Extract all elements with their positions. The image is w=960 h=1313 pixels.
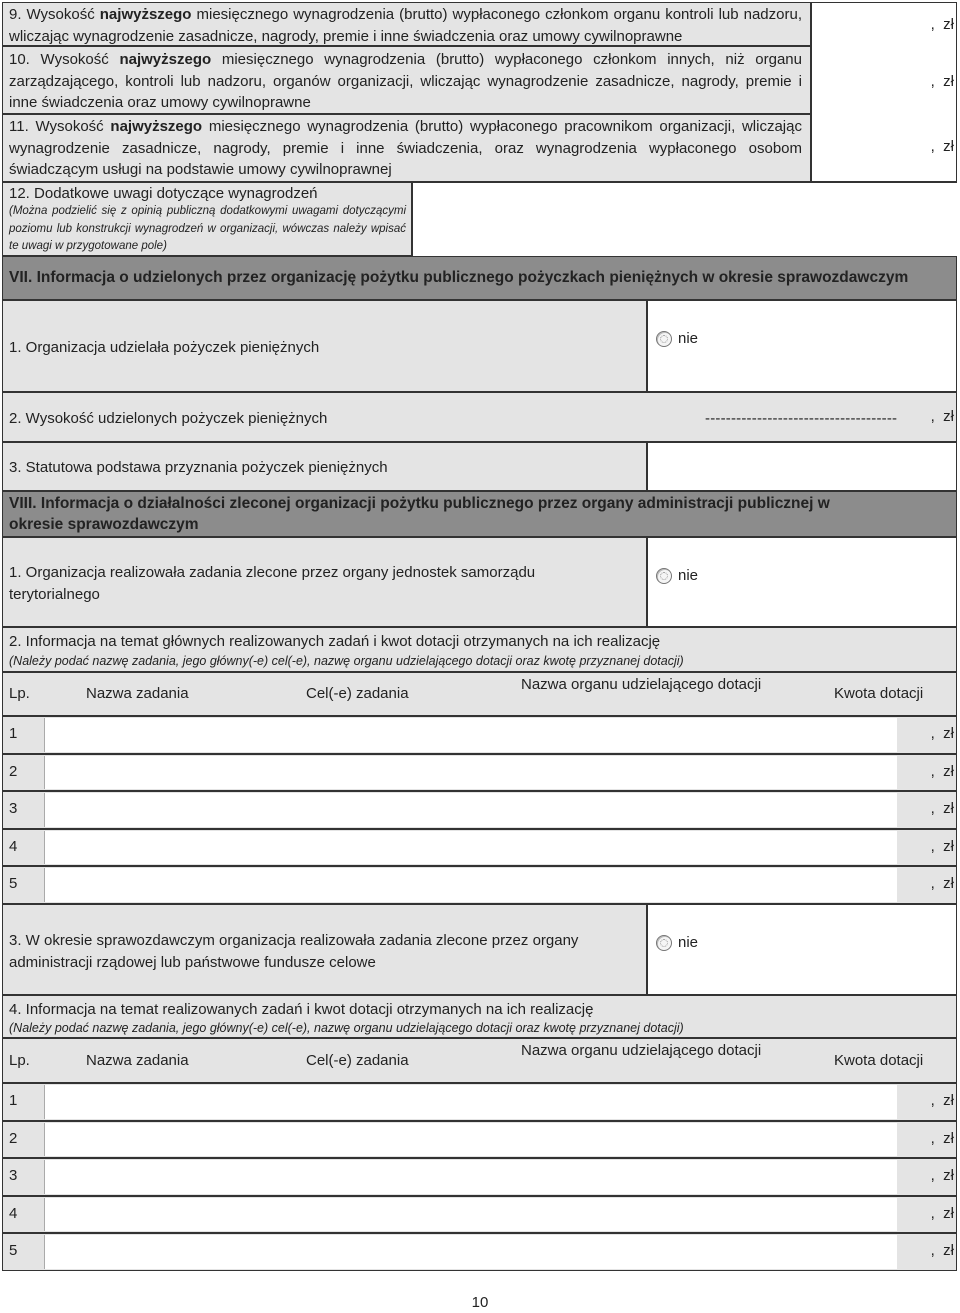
item-9-text: 9. Wysokość najwyższego miesięcznego wynagrodzenia (brutto) wypłaconego członkom organu kontroli lub nadzoru, wliczając wynagrodzenie zasadnicze, nagrody, premie i inne świadczenia oraz umowy cywilnoprawne: [9, 6, 802, 45]
section-7-q1-text: 1. Organizacja udzielała pożyczek pieniężnych: [9, 339, 320, 356]
section-7-q2-text: 2. Wysokość udzielonych pożyczek pieniężnych: [9, 410, 328, 427]
row-lp: 3: [9, 800, 18, 817]
table-1-row-1-amount: , zł: [930, 725, 954, 742]
table-1-row-4-amount: , zł: [930, 837, 954, 855]
row-lp: 2: [9, 1129, 18, 1147]
section-7-q1-radio[interactable]: [656, 330, 698, 347]
table-2-row-1-amount: , zł: [930, 1092, 954, 1109]
table-1-header-name: Nazwa zadania: [86, 685, 189, 702]
item-12-title: 12. Dodatkowe uwagi dotyczące wynagrodzeń: [9, 185, 318, 202]
table-1-row-1-field[interactable]: [44, 718, 897, 752]
section-8-q4-text: 4. Informacja na temat realizowanych zadań i kwot dotacji otrzymanych na ich realizację: [9, 1001, 594, 1018]
radio-icon: [656, 568, 672, 584]
section-7-title: VII. Informacja o udzielonych przez organizację pożytku publicznego pożyczkach pieniężnych w okresie sprawozdawczym: [9, 269, 909, 286]
table-2-header-name: Nazwa zadania: [86, 1052, 189, 1069]
row-lp: 2: [9, 762, 18, 780]
section-7-q2-dashes: -------------------------------------: [705, 410, 898, 427]
table-2-header-goal: Cel(-e) zadania: [306, 1052, 409, 1069]
item-11-amount: , zł: [930, 138, 954, 155]
table-1-header-goal: Cel(-e) zadania: [306, 685, 409, 702]
section-7-q3-field[interactable]: [647, 442, 957, 491]
section-8-q3-value: nie: [678, 934, 699, 951]
section-8-q1-radio[interactable]: [656, 567, 698, 584]
row-lp: 3: [9, 1167, 18, 1184]
table-2-row-5-amount: , zł: [930, 1242, 954, 1259]
section-8-q3-radio[interactable]: [656, 934, 698, 951]
table-2-row-4-field[interactable]: [44, 1198, 897, 1232]
item-9-amount: , zł: [930, 16, 954, 33]
radio-icon: [656, 935, 672, 951]
item-12-remarks-field[interactable]: [412, 182, 957, 256]
table-2-row-2-amount: , zł: [930, 1129, 954, 1147]
row-lp: 1: [9, 725, 18, 742]
table-1-header-amount: Kwota dotacji: [834, 685, 924, 702]
section-8-q1-text: 1. Organizacja realizowała zadania zlecone przez organy jednostek samorządu terytorialnego: [9, 564, 536, 603]
section-7-q3-text: 3. Statutowa podstawa przyznania pożyczek pieniężnych: [9, 459, 388, 476]
table-2-row-2-field[interactable]: [44, 1123, 897, 1157]
table-1-row-2-amount: , zł: [930, 762, 954, 780]
section-8-q4-note: (Należy podać nazwę zadania, jego główny(-e) cel(-e), nazwę organu udzielającego dotacji oraz kwotę przyznanej dotacji): [9, 1021, 684, 1035]
table-1-row-4-field[interactable]: [44, 831, 897, 865]
item-12-note: (Można podzielić się z opinią publiczną dodatkowymi uwagami dotyczącymi poziomu lub konstrukcji wynagrodzeń w organizacji, wówczas należy wpisać te uwagi w przygotowane pole): [9, 205, 406, 252]
section-8-q2-text: 2. Informacja na temat głównych realizowanych zadań i kwot dotacji otrzymanych na ich realizację: [9, 633, 661, 650]
row-lp: 4: [9, 837, 18, 855]
section-8-title: VIII. Informacja o działalności zleconej organizacji pożytku publicznego przez organy administracji publicznej w okresie sprawozdawczym: [9, 495, 830, 533]
table-1-row-5-field[interactable]: [44, 868, 897, 902]
table-1-row-3-amount: , zł: [930, 800, 954, 817]
table-1-header-lp: Lp.: [9, 685, 30, 702]
item-10-text: 10. Wysokość najwyższego miesięcznego wynagrodzenia (brutto) wypłaconego członkom innych, niż organu zarządzającego, kontroli lub nadzoru, organów organizacji, wliczając wynagrodzenie zasadnicze, nagrody, premie i inne świadczenia oraz umowy cywilnoprawne: [9, 51, 802, 111]
table-1-row-2-field[interactable]: [44, 756, 897, 790]
radio-icon: [656, 331, 672, 347]
row-lp: 4: [9, 1204, 18, 1222]
item-10-amount: , zł: [930, 73, 954, 90]
section-7-q1-value: nie: [678, 330, 699, 347]
table-2-row-3-amount: , zł: [930, 1167, 954, 1184]
table-2-row-4-amount: , zł: [930, 1204, 954, 1222]
row-lp: 5: [9, 1242, 18, 1259]
section-8-q3-text: 3. W okresie sprawozdawczym organizacja realizowała zadania zlecone przez organy administracji rządowej lub państwowe fundusze celowe: [9, 932, 579, 971]
table-2-row-1-field[interactable]: [44, 1085, 897, 1119]
item-11-text: 11. Wysokość najwyższego miesięcznego wynagrodzenia (brutto) wypłaconego pracownikom organizacji, wliczając wynagrodzenie zasadnicze, nagrody, premie i inne świadczenia, oraz wynagrodzenia wypłaconego osobom świadczącym usługi na podstawie umowy cywilnoprawnej: [9, 118, 802, 178]
row-lp: 5: [9, 875, 18, 892]
table-2-header-amount: Kwota dotacji: [834, 1052, 924, 1069]
table-1-row-3-field[interactable]: [44, 793, 897, 827]
section-8-q2-note: (Należy podać nazwę zadania, jego główny(-e) cel(-e), nazwę organu udzielającego dotacji oraz kwotę przyznanej dotacji): [9, 654, 684, 668]
table-2-header-organ: Nazwa organu udzielającego dotacji: [521, 1042, 762, 1059]
table-2-header-lp: Lp.: [9, 1052, 30, 1069]
table-2-row-5-field[interactable]: [44, 1235, 897, 1269]
table-2-row-3-field[interactable]: [44, 1160, 897, 1194]
table-1-header-organ: Nazwa organu udzielającego dotacji: [521, 676, 762, 693]
section-8-q1-value: nie: [678, 567, 699, 584]
table-1-row-5-amount: , zł: [930, 875, 954, 892]
page-number: 10: [471, 1294, 489, 1311]
section-7-q2-amount[interactable]: , zł: [930, 408, 954, 425]
row-lp: 1: [9, 1092, 18, 1109]
